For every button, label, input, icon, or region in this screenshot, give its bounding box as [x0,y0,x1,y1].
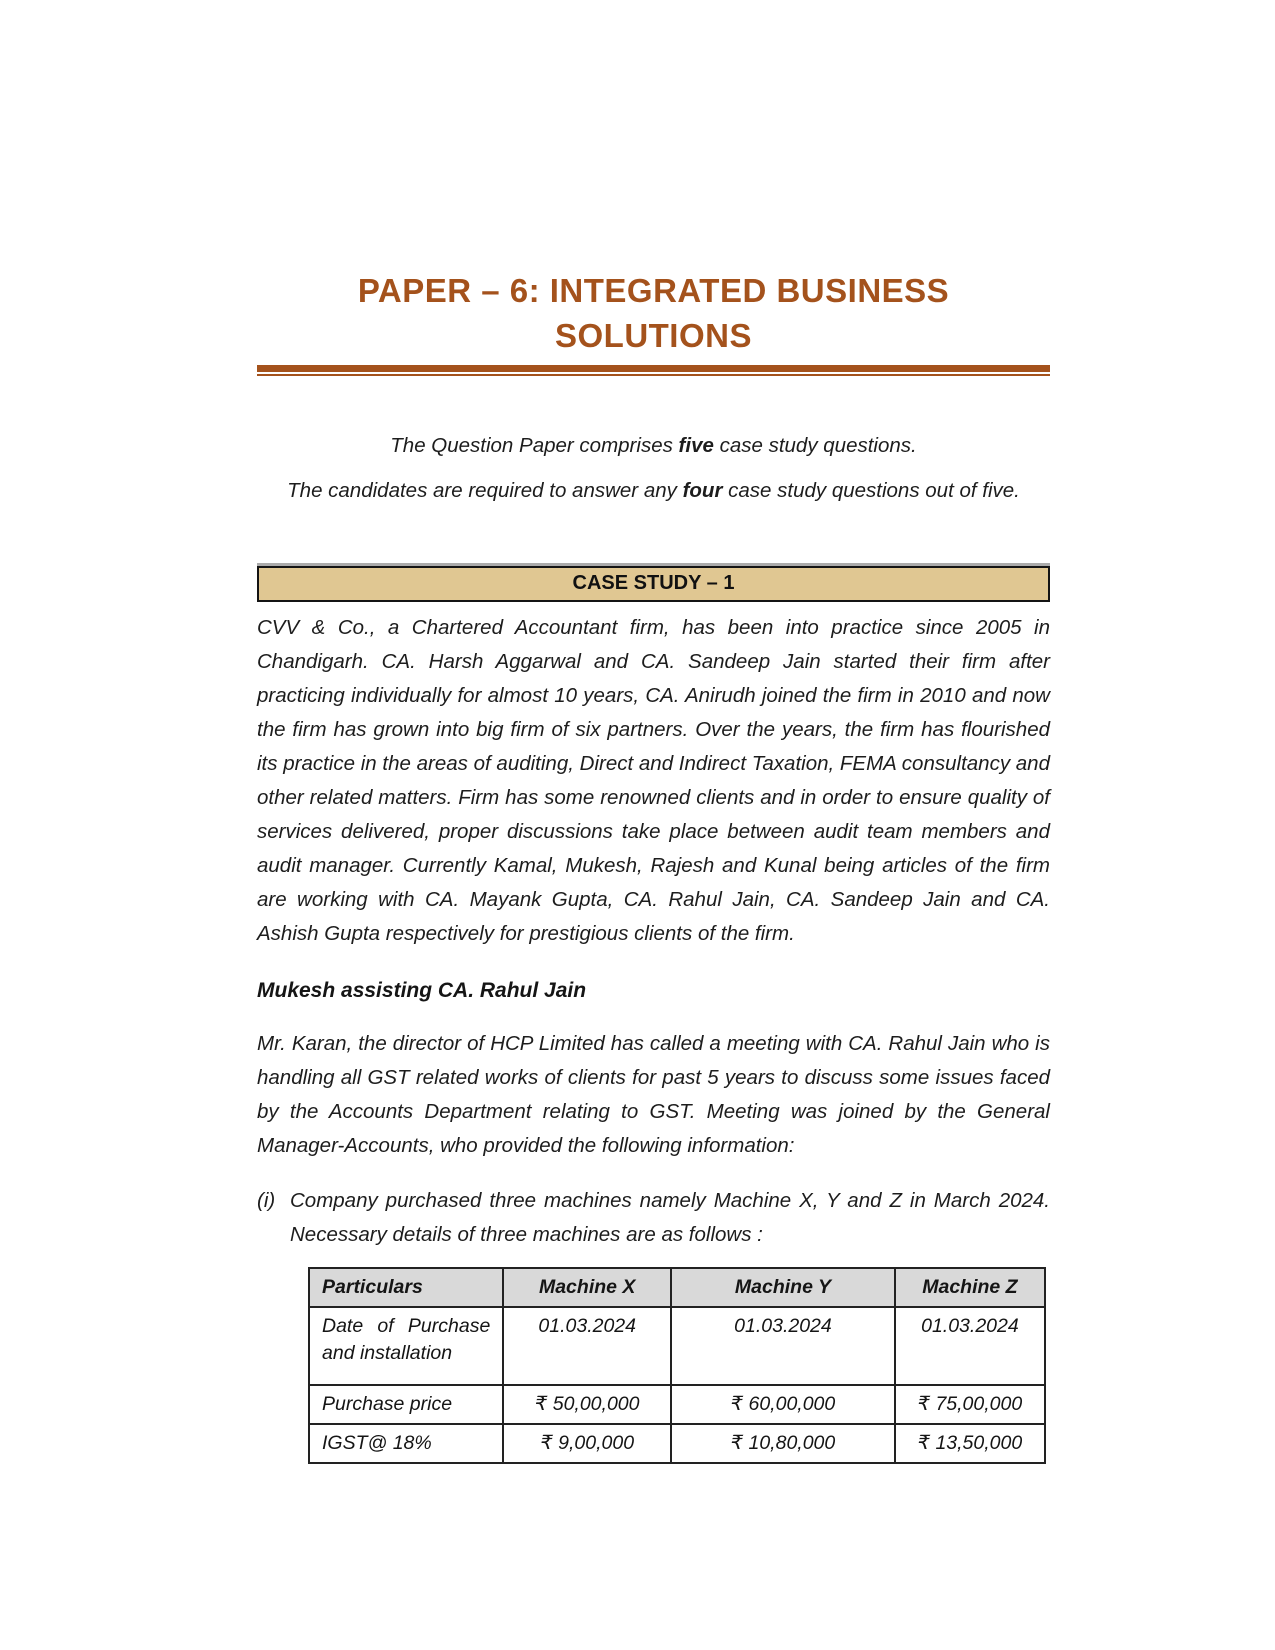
table-cell: Purchase price [309,1385,503,1424]
table-cell: ₹ 75,00,000 [895,1385,1045,1424]
table-cell: ₹ 9,00,000 [503,1424,671,1463]
header-cell-machine-x: Machine X [503,1268,671,1307]
page-title-line-2: SOLUTIONS [554,317,752,354]
title-rule [257,365,1050,376]
meeting-paragraph: Mr. Karan, the director of HCP Limited has called a meeting with CA. Rahul Jain who is handling all GST related works of clients for past 5 years to discuss some issues faced by the Accounts Department relating to GST. Meeting was joined by the General Manager-Accounts, who provided the following information: [257,1032,1050,1157]
table-row [309,1307,1045,1385]
table-row [309,1424,1045,1463]
table-cell: ₹ 50,00,000 [503,1385,671,1424]
table-cell: 01.03.2024 [895,1307,1045,1385]
table-cell: IGST@ 18% [309,1424,503,1463]
page-title-line-1: PAPER – 6: INTEGRATED BUSINESS [357,272,950,309]
header-cell-machine-y: Machine Y [671,1268,895,1307]
instruction-2-pre: The candidates are required to answer any [287,479,683,502]
table-cell: 01.03.2024 [671,1307,895,1385]
list-item-i [257,1184,1050,1252]
content-column [257,268,1050,1464]
instruction-2-bold: four [682,479,723,502]
instruction-2-post: case study questions out of five. [722,479,1020,502]
table-cell: ₹ 10,80,000 [671,1424,895,1463]
table-row [309,1385,1045,1424]
instruction-1-bold: five [678,434,714,457]
exam-instructions [257,432,1050,504]
case-study-header [257,566,1050,602]
table-cell: ₹ 13,50,000 [895,1424,1045,1463]
intro-paragraph: CVV & Co., a Chartered Accountant firm, has been into practice since 2005 in Chandigarh. CA. Harsh Aggarwal and CA. Sandeep Jain started their firm after practicing individually for almost 10 years, CA. Anirudh joined the firm in 2010 and now the firm has grown into big firm of six partners. Over the years, the firm has flourished its practice in the areas of auditing, Direct and Indirect Taxation, FEMA consultancy and other related matters. Firm has some renowned clients and in order to ensure quality of services delivered, proper discussions take place between audit team members and audit manager. Currently Kamal, Mukesh, Rajesh and Kunal being articles of the firm are working with CA. Mayank Gupta, CA. Rahul Jain, CA. Sandeep Jain and CA. Ashish Gupta respectively for prestigious clients of the firm. [257,616,1050,945]
instruction-1-pre: The Question Paper comprises [390,434,679,457]
page-title [257,268,1050,358]
table-cell: 01.03.2024 [503,1307,671,1385]
table-cell: ₹ 60,00,000 [671,1385,895,1424]
machines-table [308,1267,1046,1464]
header-cell-particulars: Particulars [309,1268,503,1307]
subheading-mukesh: Mukesh assisting CA. Rahul Jain [257,979,587,1002]
instruction-line-1 [257,432,1050,459]
header-cell-machine-z: Machine Z [895,1268,1045,1307]
list-item-i-label: (i) [257,1189,276,1212]
case-study-header-label: CASE STUDY – 1 [572,572,735,594]
table-header-row [309,1268,1045,1307]
instruction-1-post: case study questions. [713,434,917,457]
table-cell: Date of Purchase and installation [309,1307,503,1385]
list-item-i-text: Company purchased three machines namely Machine X, Y and Z in March 2024. Necessary details of three machines are as follows : [290,1189,1050,1246]
instruction-line-2 [257,477,1050,504]
